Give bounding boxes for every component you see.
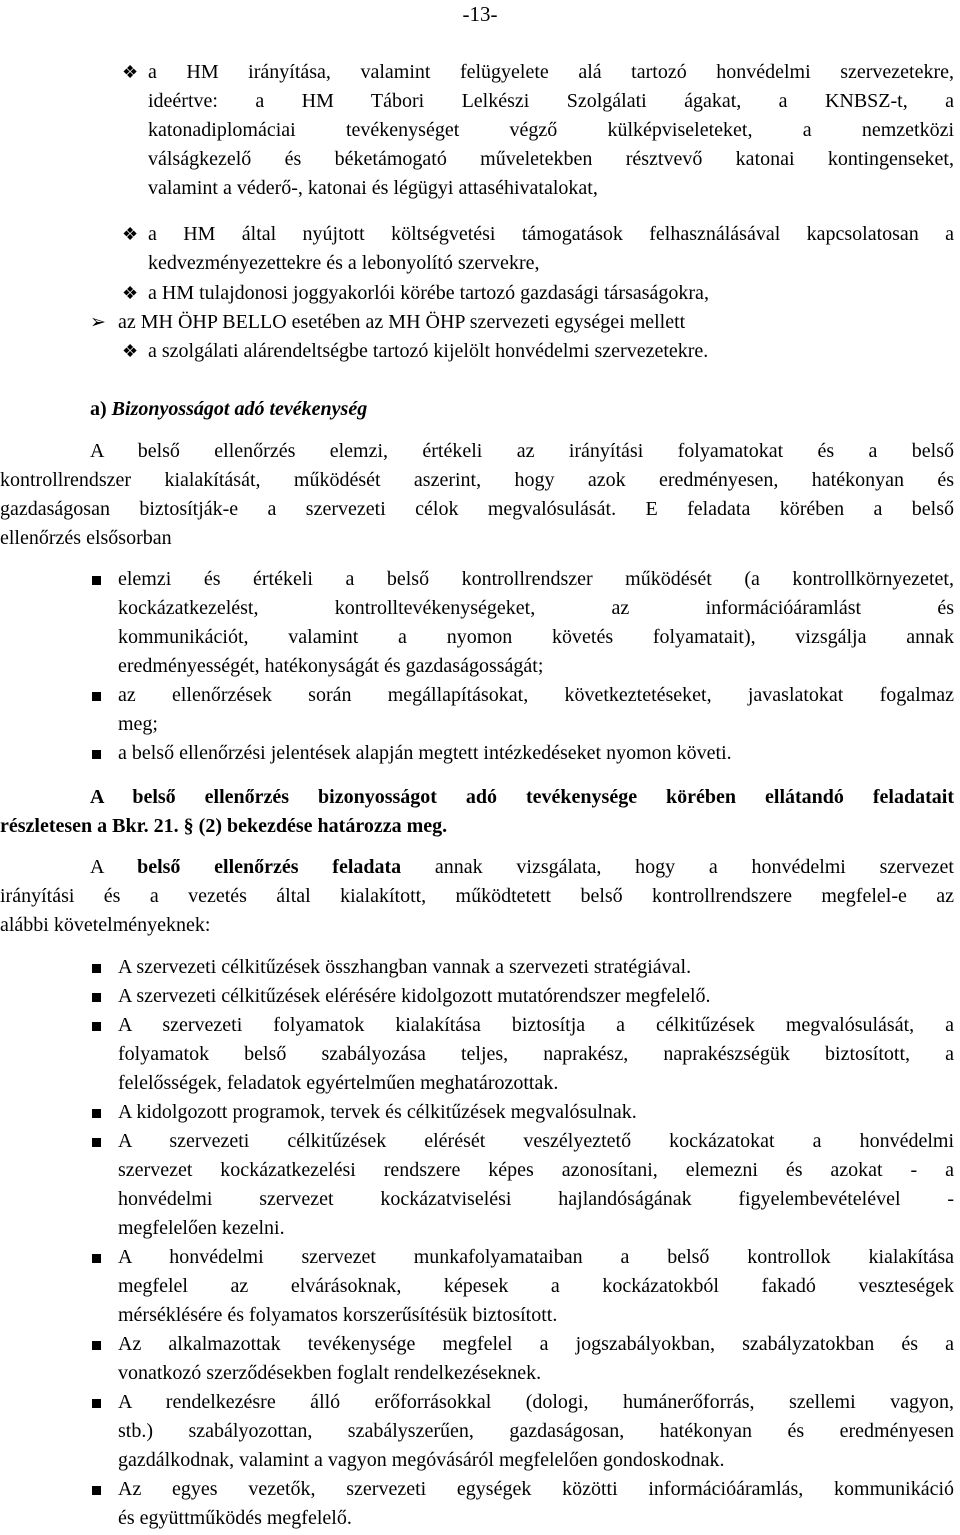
four-diamond-bullet-icon: ❖ [122, 341, 139, 361]
intro-list-item: a szolgálati alárendeltségbe tartozó kijelölt honvédelmi szervezetekre. [148, 340, 709, 362]
task-paragraph-line: alábbi követelményeknek: [0, 914, 211, 936]
square-bullet-icon [92, 1243, 101, 1272]
requirement-item: A szervezeti célkitűzések elérését veszélyeztető kockázatokat a honvédelmi [118, 1130, 954, 1152]
analysis-bullet-item: a belső ellenőrzési jelentések alapján megtett intézkedéseket nyomon követi. [118, 742, 732, 764]
requirement-item: Az alkalmazottak tevékenysége megfelel a jogszabályokban, szabályzatokban és a [118, 1333, 954, 1355]
intro-list-item: valamint a véderő-, katonai és légügyi attaséhivatalokat, [148, 177, 598, 199]
intro-list-item: a HM irányítása, valamint felügyelete alá tartozó honvédelmi szervezetekre, [148, 61, 954, 83]
bold-phrase: belső ellenőrzés feladata [137, 856, 402, 878]
intro-list-item: válságkezelő és béketámogató műveletekben résztvevő katonai kontingenseket, [148, 148, 954, 170]
square-bullet-icon [92, 1127, 101, 1156]
requirement-item: és együttműködés megfelelő. [118, 1507, 352, 1529]
requirement-item: A szervezeti célkitűzések összhangban vannak a szervezeti stratégiával. [118, 956, 692, 978]
requirement-item: vonatkozó szerződésekben foglalt rendelkezéseknek. [118, 1362, 542, 1384]
arrowhead-bullet-icon: ➢ [90, 312, 106, 333]
requirement-item: Az egyes vezetők, szervezeti egységek közötti információáramlás, kommunikáció [118, 1478, 954, 1500]
intro-list-item: kedvezményezettekre és a lebonyolító szervekre, [148, 252, 540, 274]
analysis-bullet-item: az ellenőrzések során megállapításokat, következtetéseket, javaslatokat fogalmaz [118, 684, 954, 706]
page-number: -13- [462, 2, 498, 26]
intro-list-item: a HM által nyújtott költségvetési támogatások felhasználásával kapcsolatosan a [148, 223, 954, 245]
intro-list-item: katonadiplomáciai tevékenységet végző külképviseleteket, a nemzetközi [148, 119, 954, 141]
analysis-bullet-item: meg; [118, 713, 158, 735]
requirement-item: felelősségek, feladatok egyértelműen meghatározottak. [118, 1072, 559, 1094]
square-bullet-icon [92, 1330, 101, 1359]
square-bullet-icon [92, 565, 101, 594]
requirement-item: megfelel az elvárásoknak, képesek a kockázatokból fakadó veszteségek [118, 1275, 954, 1297]
requirement-item: A honvédelmi szervezet munkafolyamataiban a belső kontrollok kialakítása [118, 1246, 954, 1268]
requirement-item: megfelelően kezelni. [118, 1217, 285, 1239]
requirement-item: stb.) szabályozottan, szabályszerűen, gazdaságosan, hatékonyan és eredményesen [118, 1420, 954, 1442]
requirement-item: A kidolgozott programok, tervek és célkitűzések megvalósulnak. [118, 1101, 637, 1123]
analysis-bullet-item: eredményességét, hatékonyságát és gazdaságosságát; [118, 655, 544, 677]
four-diamond-bullet-icon: ❖ [122, 224, 139, 244]
square-bullet-icon [92, 953, 101, 982]
square-bullet-icon [92, 1098, 101, 1127]
four-diamond-bullet-icon: ❖ [122, 283, 139, 303]
analysis-bullet-item: kommunikációt, valamint a nyomon követés folyamatait), vizsgálja annak [118, 626, 954, 648]
bold-paragraph-line: részletesen a Bkr. 21. § (2) bekezdése határozza meg. [0, 815, 448, 837]
requirement-item: szervezet kockázatkezelési rendszere képes azonosítani, elemezni és azokat - a [118, 1159, 954, 1181]
section-heading [90, 395, 367, 424]
requirement-item: A szervezeti folyamatok kialakítása biztosítja a célkitűzések megvalósulását, a [118, 1014, 954, 1036]
square-bullet-icon [92, 739, 101, 768]
analysis-bullet-item: elemzi és értékeli a belső kontrollrendszer működését (a kontrollkörnyezetet, [118, 568, 954, 590]
square-bullet-icon [92, 1011, 101, 1040]
section-title: Bizonyosságot adó tevékenység [111, 398, 368, 420]
square-bullet-icon [92, 681, 101, 710]
section-label: a) [90, 398, 112, 420]
analysis-bullet-item: kockázatkezelést, kontrolltevékenységeket, az információáramlást és [118, 597, 954, 619]
intro-list-item: a HM tulajdonosi joggyakorlói körébe tartozó gazdasági társaságokra, [148, 282, 709, 304]
requirement-item: honvédelmi szervezet kockázatviselési hajlandóságának figyelembevételével - [118, 1188, 954, 1210]
intro-list-item: ideértve: a HM Tábori Lelkészi Szolgálati ágakat, a KNBSZ-t, a [148, 90, 954, 112]
requirement-item: mérséklésére és folyamatos korszerűsítésük biztosított. [118, 1304, 558, 1326]
requirement-item: A szervezeti célkitűzések elérésére kidolgozott mutatórendszer megfelelő. [118, 985, 711, 1007]
requirement-item: folyamatok belső szabályozása teljes, naprakész, naprakészségük biztosított, a [118, 1043, 954, 1065]
square-bullet-icon [92, 982, 101, 1011]
paragraph-line: A belső ellenőrzés elemzi, értékeli az irányítási folyamatokat és a belső [90, 440, 954, 462]
four-diamond-bullet-icon: ❖ [122, 62, 139, 82]
paragraph-line: gazdaságosan biztosítják-e a szervezeti célok megvalósulását. E feladata körében a belső [0, 498, 954, 520]
requirement-item: gazdálkodnak, valamint a vagyon megóvásáról megfelelően gondoskodnak. [118, 1449, 725, 1471]
paragraph-line: ellenőrzés elsősorban [0, 527, 172, 549]
requirement-item: A rendelkezésre álló erőforrásokkal (dologi, humánerőforrás, szellemi vagyon, [118, 1391, 954, 1413]
square-bullet-icon [92, 1475, 101, 1504]
task-paragraph-line: irányítási és a vezetés által kialakított, működtetett belső kontrollrendszere megfelel-e az [0, 885, 954, 907]
bold-paragraph-line: A belső ellenőrzés bizonyosságot adó tevékenysége körében ellátandó feladatait [90, 786, 954, 808]
paragraph-line: kontrollrendszer kialakítását, működését aszerint, hogy azok eredményesen, hatékonyan és [0, 469, 954, 491]
intro-arrow-item: az MH ÖHP BELLO esetében az MH ÖHP szervezeti egységei mellett [118, 311, 686, 333]
task-paragraph-line: A belső ellenőrzés feladata annak vizsgálata, hogy a honvédelmi szervezet [90, 856, 954, 878]
square-bullet-icon [92, 1388, 101, 1417]
